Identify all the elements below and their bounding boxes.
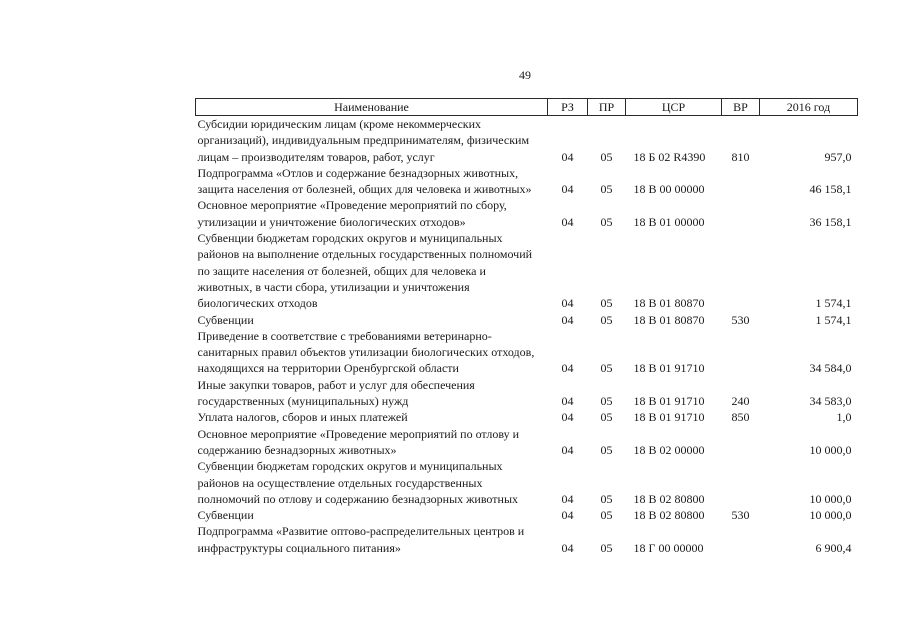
- row-amount: 1 574,1: [815, 296, 852, 311]
- table-row: [196, 230, 858, 311]
- row-csr: 18 В 01 91710: [633, 361, 705, 376]
- row-vr: [722, 328, 760, 377]
- row-amount: 10 000,0: [809, 508, 852, 523]
- table-row: [196, 197, 858, 230]
- row-rz: 04: [561, 540, 574, 555]
- row-pr: 05: [600, 361, 613, 376]
- row-vr: 810: [731, 149, 750, 164]
- row-vr: 530: [731, 312, 750, 327]
- row-rz: 04: [561, 442, 574, 457]
- table-row: [196, 409, 858, 425]
- row-pr: 05: [600, 491, 613, 506]
- row-name: Субсидии юридическим лицам (кроме некоммерческих организаций), индивидуальным предпринимателям, физическим лицам – производителям товаров, работ, услуг: [197, 117, 530, 164]
- row-csr: 18 В 01 91710: [633, 394, 705, 409]
- row-csr: 18 В 01 00000: [633, 214, 705, 229]
- row-pr: 05: [600, 149, 613, 164]
- row-amount: 10 000,0: [809, 442, 852, 457]
- row-rz: 04: [561, 182, 574, 197]
- row-vr: [722, 523, 760, 556]
- row-vr: [722, 230, 760, 311]
- row-rz: 04: [561, 394, 574, 409]
- row-rz: 04: [561, 312, 574, 327]
- row-csr: 18 В 00 00000: [633, 182, 705, 197]
- row-name: Основное мероприятие «Проведение мероприятий по сбору, утилизации и уничтожение биологических отходов»: [197, 198, 507, 229]
- row-rz: 04: [561, 361, 574, 376]
- row-pr: 05: [600, 442, 613, 457]
- row-vr: [722, 165, 760, 198]
- row-name: Подпрограмма «Отлов и содержание безнадзорных животных, защита населения от болезней, общих для человека и животных»: [197, 165, 532, 197]
- table-row: [196, 312, 858, 328]
- row-pr: 05: [600, 296, 613, 311]
- row-name: Субвенции бюджетам городских округов и муниципальных районов на выполнение отдельных государственных полномочий по защите населения от болезней, общих для человека и животных, в части сбора, утилизации и уничтожения биологических отходов: [197, 231, 533, 311]
- row-amount: 1,0: [836, 410, 852, 425]
- row-csr: 18 В 02 80800: [633, 508, 705, 523]
- row-csr: 18 В 01 80870: [633, 312, 705, 327]
- table-row: [196, 165, 858, 198]
- row-name: Уплата налогов, сборов и иных платежей: [197, 410, 408, 425]
- row-vr: 240: [731, 394, 750, 409]
- row-rz: 04: [561, 491, 574, 506]
- row-name: Субвенции бюджетам городских округов и муниципальных районов на осуществление отдельных государственных полномочий по отлову и содержанию безнадзорных животных: [197, 459, 519, 506]
- row-pr: 05: [600, 540, 613, 555]
- row-csr: 18 В 02 80800: [633, 491, 705, 506]
- table-body: [196, 116, 858, 557]
- row-csr: 18 Б 02 R4390: [633, 149, 706, 164]
- table-row: [196, 507, 858, 523]
- header-vr: ВР: [722, 99, 760, 116]
- header-rz: РЗ: [548, 99, 588, 116]
- header-name: Наименование: [196, 99, 548, 116]
- row-rz: 04: [561, 508, 574, 523]
- row-amount: 6 900,4: [815, 540, 852, 555]
- row-name: Иные закупки товаров, работ и услуг для обеспечения государственных (муниципальных) нужд: [197, 377, 475, 409]
- row-pr: 05: [600, 312, 613, 327]
- budget-table: [195, 98, 858, 556]
- row-name: Приведение в соответствие с требованиями ветеринарно-санитарных правил объектов утилизации биологических отходов, находящихся на территории Оренбургской области: [197, 328, 535, 376]
- header-csr: ЦСР: [626, 99, 722, 116]
- table-header: [196, 99, 858, 116]
- row-pr: 05: [600, 410, 613, 425]
- row-rz: 04: [561, 214, 574, 229]
- row-pr: 05: [600, 182, 613, 197]
- row-amount: 34 583,0: [809, 394, 852, 409]
- row-pr: 05: [600, 394, 613, 409]
- row-name: Субвенции: [197, 508, 254, 523]
- row-csr: 18 Г 00 00000: [633, 540, 704, 555]
- row-amount: 1 574,1: [815, 312, 852, 327]
- row-amount: 46 158,1: [809, 182, 852, 197]
- row-csr: 18 В 01 80870: [633, 296, 705, 311]
- row-vr: [722, 426, 760, 459]
- table-row: [196, 523, 858, 556]
- row-csr: 18 В 01 91710: [633, 410, 705, 425]
- row-vr: [722, 197, 760, 230]
- table-row: [196, 377, 858, 410]
- row-name: Основное мероприятие «Проведение мероприятий по отлову и содержанию безнадзорных животных»: [197, 426, 520, 457]
- row-rz: 04: [561, 296, 574, 311]
- row-csr: 18 В 02 00000: [633, 442, 705, 457]
- header-pr: ПР: [588, 99, 626, 116]
- row-amount: 10 000,0: [809, 491, 852, 506]
- row-amount: 36 158,1: [809, 214, 852, 229]
- table-row: [196, 116, 858, 165]
- table-row: [196, 328, 858, 377]
- header-year: 2016 год: [760, 99, 858, 116]
- row-pr: 05: [600, 508, 613, 523]
- row-vr: 850: [731, 410, 750, 425]
- row-amount: 34 584,0: [809, 361, 852, 376]
- row-pr: 05: [600, 214, 613, 229]
- row-vr: [722, 458, 760, 507]
- header-row: [196, 99, 858, 116]
- table-row: [196, 458, 858, 507]
- row-rz: 04: [561, 410, 574, 425]
- page-number: 49: [519, 68, 531, 82]
- row-vr: 530: [731, 508, 750, 523]
- table-row: [196, 426, 858, 459]
- row-name: Субвенции: [197, 312, 254, 327]
- row-name: Подпрограмма «Развитие оптово-распределительных центров и инфраструктуры социального питания»: [197, 524, 525, 555]
- row-amount: 957,0: [824, 149, 852, 164]
- row-rz: 04: [561, 149, 574, 164]
